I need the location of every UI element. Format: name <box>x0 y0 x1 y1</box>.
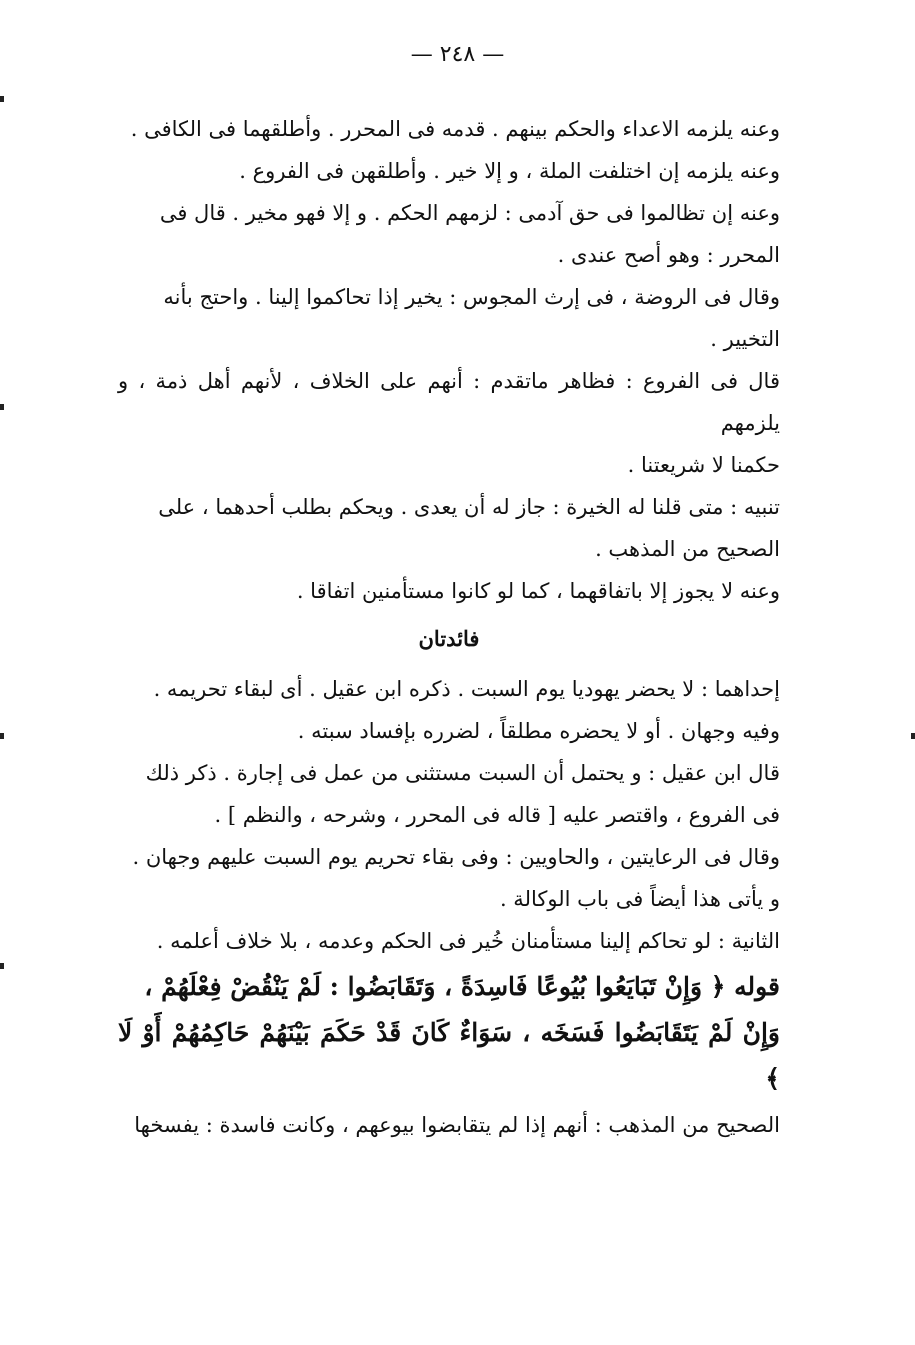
margin-mark <box>0 96 4 102</box>
text-line: فى الفروع ، واقتصر عليه [ قاله فى المحرر ، وشرحه ، والنظم ] . <box>214 803 780 827</box>
verse-line: قوله ﴿ وَإِنْ تَبَايَعُوا بُيُوعًا فَاسِدَةً ، وَتَقَابَضُوا : لَمْ يَنْقُضْ فِعْلَهُمْ ، <box>144 972 780 1001</box>
tanbih-line: تنبيه : متى قلنا له الخيرة : جاز له أن يعدى . ويحكم بطلب أحدهما ، على <box>158 495 780 519</box>
text-line: وفيه وجهان . أو لا يحضره مطلقاً ، لضرره بإفساد سبته . <box>297 719 780 743</box>
text-line: المحرر : وهو أصح عندى . <box>557 243 780 267</box>
text-line: وعنه إن تظالموا فى حق آدمى : لزمهم الحكم . و إلا فهو مخير . قال فى <box>159 201 780 225</box>
text-line: قال فى الفروع : فظاهر ماتقدم : أنهم على الخلاف ، لأنهم أهل ذمة ، و يلزمهم <box>118 369 780 435</box>
text-line: الصحيح من المذهب : أنهم إذا لم يتقابضوا بيوعهم ، وكانت فاسدة : يفسخها <box>134 1113 780 1137</box>
text-line: و يأتى هذا أيضاً فى باب الوكالة . <box>499 887 780 911</box>
text-line: الثانية : لو تحاكم إلينا مستأمنان خُير فى الحكم وعدمه ، بلا خلاف أعلمه . <box>156 929 780 953</box>
margin-mark <box>911 733 915 739</box>
margin-mark <box>0 963 4 969</box>
text-line: الصحيح من المذهب . <box>595 537 780 561</box>
text-line: وعنه يلزمه الاعداء والحكم بينهم . قدمه فى المحرر . وأطلقهما فى الكافى . <box>130 117 780 141</box>
text-line: وعنه لا يجوز إلا باتفاقهما ، كما لو كانوا مستأمنين اتفاقا . <box>296 579 780 603</box>
text-line: إحداهما : لا يحضر يهوديا يوم السبت . ذكره ابن عقيل . أى لبقاء تحريمه . <box>153 677 780 701</box>
page-number: — ٢٤٨ — <box>410 42 505 67</box>
text-line: وقال فى الرعايتين ، والحاويين : وفى بقاء تحريم يوم السبت عليهم وجهان . <box>132 845 780 869</box>
text-line: حكمنا لا شريعتنا . <box>627 453 780 477</box>
margin-mark <box>0 733 4 739</box>
verse-line: وَإِنْ لَمْ يَتَقَابَضُوا فَسَخَه ، سَوَاءٌ كَانَ قَدْ حَكَمَ بَيْنَهُمْ حَاكِمُهُمْ أَوْ لَا ﴾ <box>118 1018 780 1093</box>
text-line: وعنه يلزمه إن اختلفت الملة ، و إلا خير . وأطلقهن فى الفروع . <box>239 159 780 183</box>
quranic-verse <box>118 964 780 1102</box>
section-heading: فائدتان <box>418 626 480 651</box>
text-line: التخيير . <box>710 327 780 351</box>
text-line: وقال فى الروضة ، فى إرث المجوس : يخير إذا تحاكموا إلينا . واحتج بأنه <box>163 285 780 309</box>
body-text <box>118 108 780 1146</box>
text-line: قال ابن عقيل : و يحتمل أن السبت مستثنى من عمل فى إجارة . ذكر ذلك <box>145 761 780 785</box>
margin-mark <box>0 404 4 410</box>
